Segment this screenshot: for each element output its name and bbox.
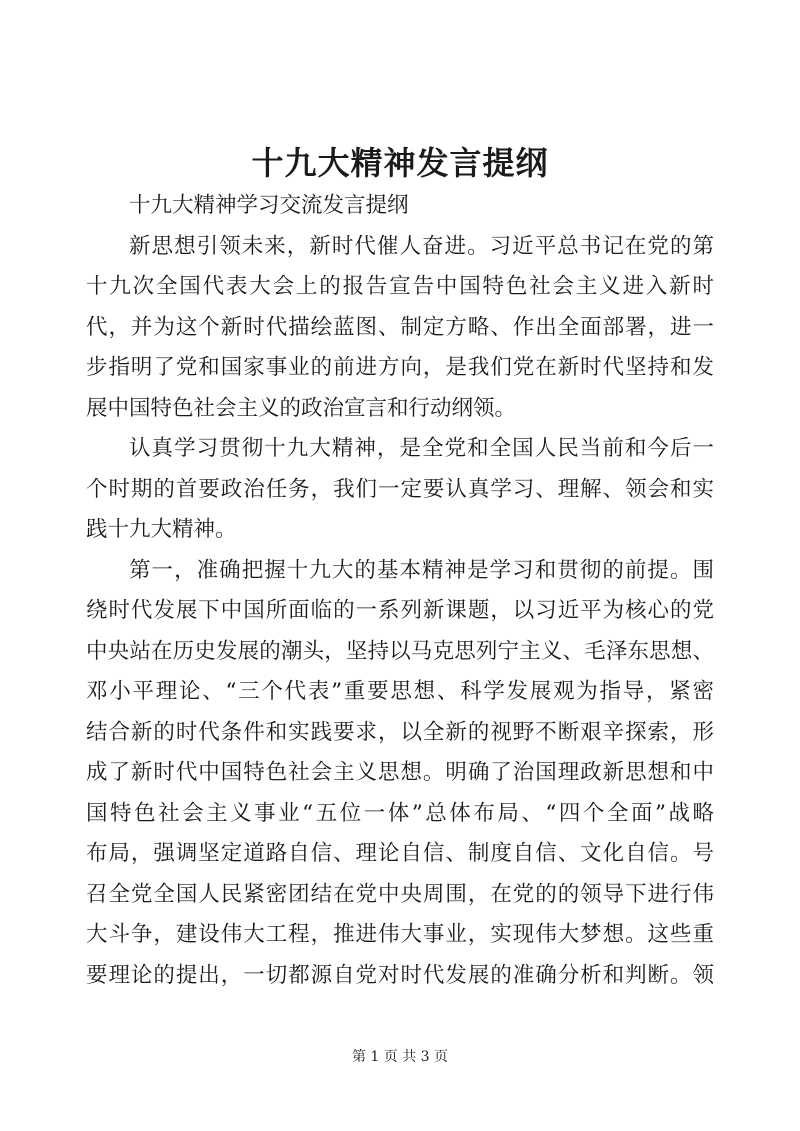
document-title: 十九大精神发言提纲 (251, 144, 549, 182)
paragraph-line: 步指明了党和国家事业的前进方向，是我们党在新时代坚持和发 (86, 355, 714, 380)
paragraph-line: 展中国特色社会主义的政治宣言和行动纲领。 (86, 395, 517, 421)
paragraph-line: 国特色社会主义事业“五位一体”总体布局、“四个全面”战略 (86, 800, 714, 826)
paragraph-line: 十九次全国代表大会上的报告宣告中国特色社会主义进入新时 (86, 274, 714, 299)
paragraph-line: 布局，强调坚定道路自信、理论自信、制度自信、文化自信。号 (86, 841, 714, 866)
paragraph-line: 大斗争，建设伟大工程，推进伟大事业，实现伟大梦想。这些重 (86, 922, 714, 947)
paragraph-line: 代，并为这个新时代描绘蓝图、制定方略、作出全面部署，进一 (86, 314, 714, 340)
paragraph-line: 认真学习贯彻十九大精神，是全党和全国人民当前和今后一 (129, 436, 714, 461)
paragraph-line: 中央站在历史发展的潮头，坚持以马克思列宁主义、毛泽东思想、 (86, 638, 714, 664)
paragraph-line: 邓小平理论、“三个代表”重要思想、科学发展观为指导，紧密 (86, 679, 714, 704)
paragraph-line: 第一，准确把握十九大的基本精神是学习和贯彻的前提。围 (129, 557, 714, 583)
paragraph-line: 绕时代发展下中国所面临的一系列新课题，以习近平为核心的党 (86, 598, 714, 623)
paragraph-line: 践十九大精神。 (86, 517, 237, 542)
page-number-footer: 第 1 页 共 3 页 (351, 1049, 449, 1065)
document-body (86, 186, 714, 996)
paragraph-line: 新思想引领未来，新时代催人奋进。习近平总书记在党的第 (129, 233, 714, 259)
paragraph-line: 结合新的时代条件和实践要求，以全新的视野不断艰辛探索，形 (86, 719, 714, 745)
paragraph-line: 要理论的提出，一切都源自党对时代发展的准确分析和判断。领 (86, 962, 714, 988)
paragraph-line: 成了新时代中国特色社会主义思想。明确了治国理政新思想和中 (86, 760, 714, 785)
paragraph-line: 召全党全国人民紧密团结在党中央周围，在党的的领导下进行伟 (86, 881, 714, 907)
paragraph-line: 个时期的首要政治任务，我们一定要认真学习、理解、领会和实 (86, 476, 714, 502)
subtitle-line: 十九大精神学习交流发言提纲 (129, 193, 409, 218)
